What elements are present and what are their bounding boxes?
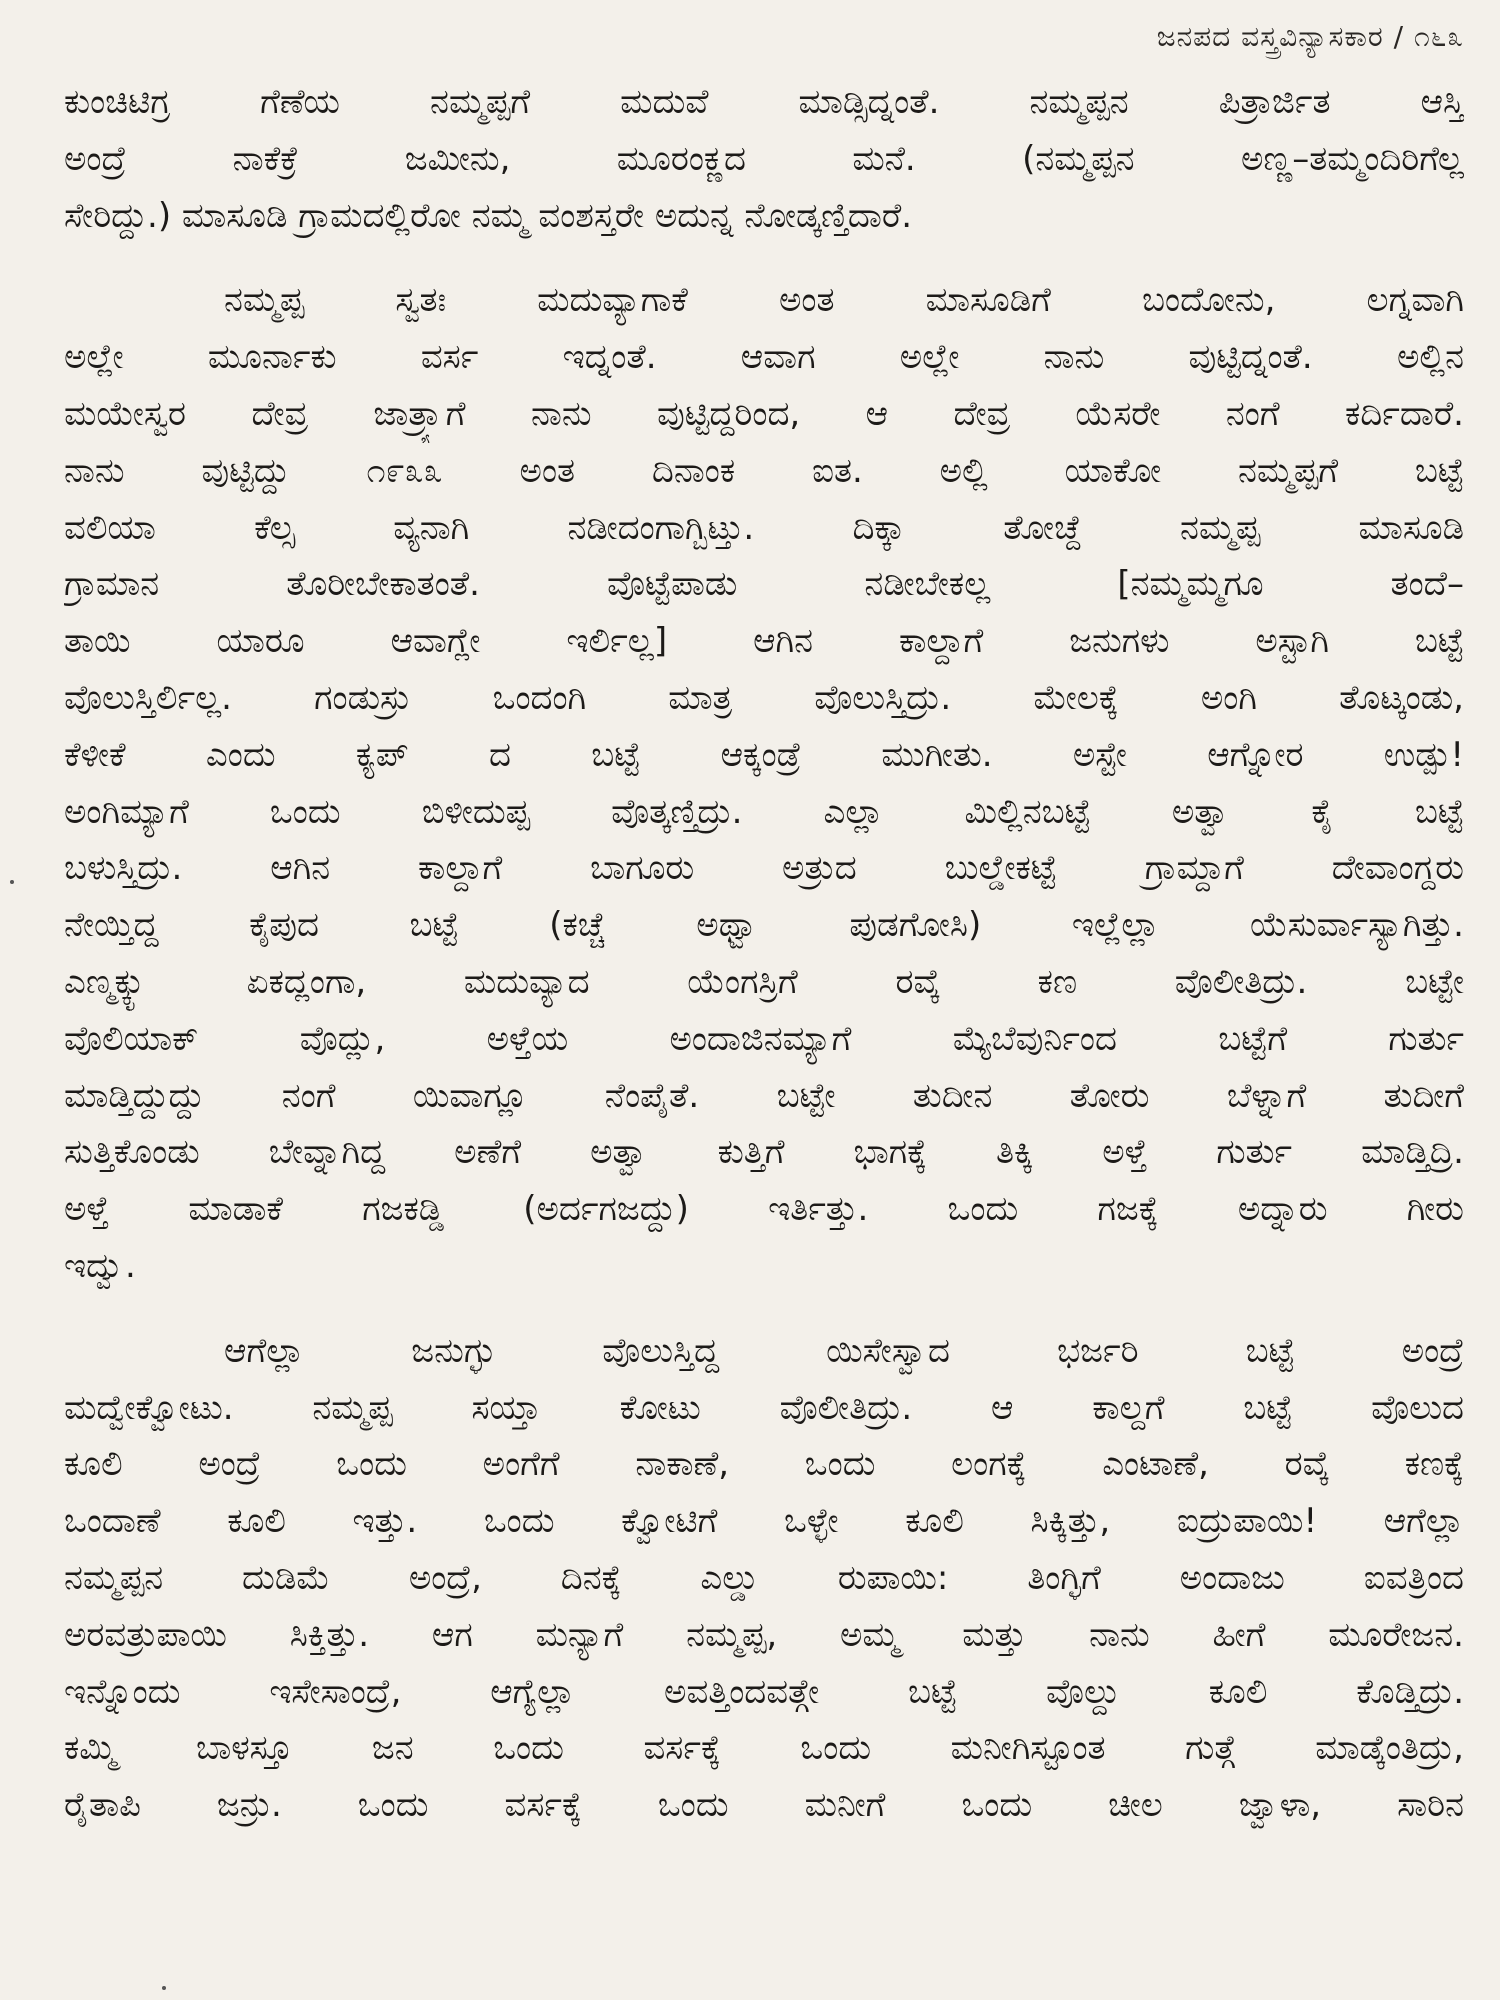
text-line: ಇದ್ವು. — [64, 1245, 136, 1286]
text-line: ಮಾಡ್ತಿದ್ದುದ್ದು ನಂಗೆ ಯಿವಾಗ್ಲೂ ನೆಂಪೈತೆ. ಬಟ್ಟೇ ತುದೀನ ತೋರು ಬೆಳ್ನಾಗೆ ತುದೀಗೆ — [64, 1075, 1464, 1116]
paper-speck — [10, 880, 14, 884]
text-line: ವಲಿಯಾ ಕೆಲ್ಸ ವ್ಯನಾಗಿ ನಡೀದಂಗಾಗ್ಬಿಟ್ತು. ದಿಕ್ಕಾ ತೋಚ್ದೆ ನಮ್ಮಪ್ಪ ಮಾಸೂಡಿ — [64, 507, 1464, 548]
text-line: ನಮ್ಮಪ್ಪ ಸ್ವತಃ ಮದುವ್ಯಾಗಾಕೆ ಅಂತ ಮಾಸೂಡಿಗೆ ಬಂದೋನು, ಲಗ್ನವಾಗಿ — [224, 280, 1464, 321]
running-header: ಜನಪದ ವಸ್ತ್ರವಿನ್ಯಾಸಕಾರ / ೧೬೩ — [1156, 20, 1464, 53]
text-line: ಅಂದ್ರೆ ನಾಕೆಕ್ರೆ ಜಮೀನು, ಮೂರಂಕ್ಣದ ಮನೆ. (ನಮ್ಮಪ್ಪನ ಅಣ್ಣ–ತಮ್ಮಂದಿರಿಗೆಲ್ಲ — [64, 138, 1464, 179]
text-line: ಬಳುಸ್ತಿದ್ರು. ಆಗಿನ ಕಾಲ್ದಾಗೆ ಬಾಗೂರು ಅತ್ರುದ ಬುಲ್ಡೇಕಟ್ಟೆ ಗ್ರಾಮ್ದಾಗೆ ದೇವಾಂಗ್ದರು — [64, 848, 1464, 889]
text-line: ಕೂಲಿ ಅಂದ್ರೆ ಒಂದು ಅಂಗೆಗೆ ನಾಕಾಣೆ, ಒಂದು ಲಂಗಕ್ಕೆ ಎಂಟಾಣೆ, ರವ್ಕೆ ಕಣಕ್ಕೆ — [64, 1444, 1464, 1485]
text-line: ಸೇರಿದ್ದು.) ಮಾಸೂಡಿ ಗ್ರಾಮದಲ್ಲಿರೋ ನಮ್ಮ ವಂಶಸ್ತರೇ ಅದುನ್ನ ನೋಡ್ಕಣ್ತಿದಾರೆ. — [64, 195, 913, 236]
body-text — [64, 74, 1464, 1834]
paragraph-gap — [64, 244, 1464, 272]
text-line: ಮಯೇಸ್ವರ ದೇವ್ರ ಜಾತ್ರ್ಯಾಗೆ ನಾನು ವುಟ್ಟಿದ್ದರಿಂದ, ಆ ದೇವ್ರ ಯೆಸರೇ ನಂಗೆ ಕರ್ದಿದಾರೆ. — [64, 393, 1464, 434]
paragraph-2 — [64, 272, 1464, 1294]
text-line: ಎಣ್ಮಕ್ಕ್ಳು ಏಕದ್ಲಂಗಾ, ಮದುವ್ಯಾದ ಯೆಂಗಸ್ರಿಗೆ ರವ್ಕೆ ಕಣ ವೊಲೀತಿದ್ರು. ಬಟ್ಟೇ — [64, 961, 1464, 1002]
text-line: ಅರವತ್ರುಪಾಯಿ ಸಿಕ್ತಿತ್ತು. ಆಗ ಮನ್ಯಾಗೆ ನಮ್ಮಪ್ಪ, ಅಮ್ಮ ಮತ್ತು ನಾನು ಹೀಗೆ ಮೂರೇಜನ. — [64, 1614, 1464, 1655]
text-line: ಆಗೆಲ್ಲಾ ಜನುಗ್ಳು ವೊಲುಸ್ತಿದ್ದ ಯಿಸೇಸ್ವಾದ ಭರ್ಜರಿ ಬಟ್ಟೆ ಅಂದ್ರೆ — [224, 1330, 1464, 1371]
text-line: ರೈತಾಪಿ ಜನ್ರು. ಒಂದು ವರ್ಸಕ್ಕೆ ಒಂದು ಮನೀಗೆ ಒಂದು ಚೀಲ ಜ್ವಾಳಾ, ಸಾರಿನ — [64, 1785, 1464, 1826]
paragraph-gap — [64, 1295, 1464, 1323]
text-line: ಒಂದಾಣೆ ಕೂಲಿ ಇತ್ತು. ಒಂದು ಕ್ವೋಟಿಗೆ ಒಳ್ಳೇ ಕೂಲಿ ಸಿಕ್ಕಿತ್ತು, ಐದ್ರುಪಾಯಿ! ಆಗೆಲ್ಲಾ — [64, 1501, 1464, 1542]
text-line: ಕಮ್ಮಿ ಬಾಳಸ್ತೂ ಜನ ಒಂದು ವರ್ಸಕ್ಕೆ ಒಂದು ಮನೀಗಿಸ್ಟೂಂತ ಗುತ್ಗೆ ಮಾಡ್ಕೆಂತಿದ್ರು, — [64, 1728, 1464, 1769]
text-line: ತಾಯಿ ಯಾರೂ ಆವಾಗ್ಲೇ ಇರ್ಲಿಲ್ಲ] ಆಗಿನ ಕಾಲ್ದಾಗೆ ಜನುಗಳು ಅಸ್ಟಾಗಿ ಬಟ್ಟೆ — [64, 621, 1464, 662]
text-line: ವೊಲಿಯಾಕ್ ವೊದ್ಲು, ಅಳ್ತೆಯ ಅಂದಾಜಿನಮ್ಯಾಗೆ ಮ್ಯೆಬೆವುರ್ನಿಂದ ಬಟ್ಟೆಗೆ ಗುರ್ತು — [64, 1018, 1464, 1059]
text-line: ಅಳ್ತೆ ಮಾಡಾಕೆ ಗಜಕಡ್ಡಿ (ಅರ್ದಗಜದ್ದು) ಇರ್ತಿತ್ತು. ಒಂದು ಗಜಕ್ಕೆ ಅದ್ನಾರು ಗೀರು — [64, 1189, 1464, 1230]
text-line: ವೊಲುಸ್ತಿರ್ಲಿಲ್ಲ. ಗಂಡುಸ್ರು ಒಂದಂಗಿ ಮಾತ್ರ ವೊಲುಸ್ತಿದ್ರು. ಮೇಲಕ್ಕೆ ಅಂಗಿ ತೊಟ್ಕಂಡು, — [64, 677, 1464, 718]
paragraph-1 — [64, 74, 1464, 244]
text-line: ಅಲ್ಲೇ ಮೂರ್ನಾಕು ವರ್ಸ ಇದ್ನಂತೆ. ಆವಾಗ ಅಲ್ಲೇ ನಾನು ವುಟ್ಟಿದ್ನಂತೆ. ಅಲ್ಲಿನ — [64, 337, 1464, 378]
text-line: ಅಂಗಿಮ್ಯಾಗೆ ಒಂದು ಬಿಳೀದುಪ್ಪ ವೊತ್ಕಣ್ತಿದ್ರು. ಎಲ್ಲಾ ಮಿಲ್ಲಿನಬಟ್ಟೆ ಅತ್ವಾ ಕೈ ಬಟ್ಟೆ — [64, 791, 1464, 832]
paragraph-3 — [64, 1323, 1464, 1834]
text-line: ಸುತ್ತಿಕೊಂಡು ಬೇವ್ನಾಗಿದ್ದ ಅಣೆಗೆ ಅತ್ವಾ ಕುತ್ತಿಗೆ ಭಾಗಕ್ಕೆ ತಿಕ್ಕಿ ಅಳ್ತೆ ಗುರ್ತು ಮಾಡ್ತಿದ್ರಿ. — [64, 1132, 1464, 1173]
text-line: ಕೆಳೀಕೆ ಎಂದು ಕ್ಯಪ್ ದ ಬಟ್ಟೆ ಆಕ್ಕಂಡ್ರೆ ಮುಗೀತು. ಅಸ್ಟೇ ಆಗ್ನೋರ ಉಡ್ಪು! — [64, 734, 1464, 775]
text-line: ನಾನು ವುಟ್ಟಿದ್ದು ೧೯೩೩ ಅಂತ ದಿನಾಂಕ ಐತ. ಅಲ್ಲಿ ಯಾಕೋ ನಮ್ಮಪ್ಪಗೆ ಬಟ್ಟೆ — [64, 450, 1464, 491]
text-line: ನೇಯ್ತಿದ್ದ ಕೈಪುದ ಬಟ್ಟೆ (ಕಚ್ಚೆ ಅಥ್ವಾ ಪುಡಗೋಸಿ) ಇಲ್ಲೆಲ್ಲಾ ಯೆಸುರ್ವಾಸ್ಯಾಗಿತ್ತು. — [64, 905, 1464, 946]
text-line: ಇನ್ನೊಂದು ಇಸೇಸಾಂದ್ರೆ, ಆಗ್ಯೆಲ್ಲಾ ಅವತ್ತಿಂದವತ್ಗೇ ಬಟ್ಟೆ ವೊಲ್ದು ಕೂಲಿ ಕೊಡ್ತಿದ್ರು. — [64, 1671, 1464, 1712]
text-line: ಗ್ರಾಮಾನ ತೊರೀಬೇಕಾತಂತೆ. ವೊಟ್ಟೆಪಾಡು ನಡೀಬೇಕಲ್ಲ [ನಮ್ಮಮ್ಮಗೂ ತಂದೆ– — [64, 564, 1464, 605]
text-line: ಮದ್ವೇಕ್ವೋಟು. ನಮ್ಮಪ್ಪ ಸಯ್ತಾ ಕೋಟು ವೊಲೀತಿದ್ರು. ಆ ಕಾಲ್ದಗೆ ಬಟ್ಟೆ ವೊಲುದ — [64, 1387, 1464, 1428]
text-line: ಕುಂಚಿಟಿಗ್ರ ಗೆಣೆಯ ನಮ್ಮಪ್ಪಗೆ ಮದುವೆ ಮಾಡ್ಸಿದ್ನಂತೆ. ನಮ್ಮಪ್ಪನ ಪಿತ್ರಾರ್ಜಿತ ಆಸ್ತಿ — [64, 82, 1464, 122]
text-line: ನಮ್ಮಪ್ಪನ ದುಡಿಮೆ ಅಂದ್ರೆ, ದಿನಕ್ಕೆ ಎಲ್ಡು ರುಪಾಯಿ: ತಿಂಗ್ಳಿಗೆ ಅಂದಾಜು ಐವತ್ರಿಂದ — [64, 1557, 1464, 1598]
paper-speck — [162, 1986, 166, 1990]
